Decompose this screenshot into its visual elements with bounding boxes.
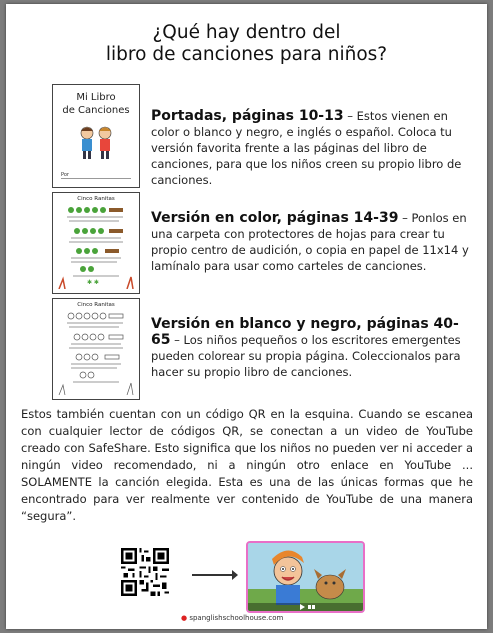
frogs-color-illustration — [57, 205, 135, 289]
section-color — [151, 210, 469, 274]
document-page — [6, 4, 487, 629]
cover-name-line — [61, 178, 131, 179]
color-version-thumbnail — [52, 192, 140, 294]
song-title: Cinco Ranitas — [77, 196, 115, 202]
footer-dot-icon: ● — [181, 614, 188, 622]
cover-name-label: Por — [61, 172, 69, 178]
cartoon-video-frame — [248, 543, 363, 611]
cover-thumbnail — [52, 84, 140, 188]
section-covers-body: – Estos vienen en color o blanco y negro, e inglés o español. Coloca tu versión favorita frente a las páginas del libro de canciones, para que los niños creen su propio libro de canciones. — [151, 109, 462, 187]
cover-title-line-2: de Canciones — [62, 105, 130, 116]
qr-code — [121, 548, 169, 596]
svg-text:✱ ✱: ✱ ✱ — [87, 279, 99, 286]
kids-singing-illustration — [75, 125, 117, 161]
footer-url: spanglishschoolhouse.com — [189, 614, 284, 622]
song-title-bw: Cinco Ranitas — [77, 302, 115, 308]
cover-title-line-1: Mi Libro — [76, 92, 116, 103]
section-bw-heading: Versión en blanco y negro, páginas 40-65 — [151, 316, 459, 348]
cover-title — [53, 91, 139, 117]
website-footer — [181, 614, 283, 622]
video-thumbnail[interactable] — [246, 541, 365, 613]
bw-version-thumbnail — [52, 298, 140, 400]
arrow-icon — [192, 574, 236, 576]
section-color-heading: Versión en color, páginas 14-39 — [151, 210, 399, 226]
qr-paragraph: Estos también cuentan con un código QR en la esquina. Cuando se escanea con cualquier lector de códigos QR, se conectan a un video de YouTube creado con SafeShare. Esto significa que los niños no pueden ver ni acceder a ningún video recomendado, ni a ningún otro enlace en YouTube ... SOLAMENTE la canción elegida. Esta es una de las únicas formas que he encontrado para ver realmente ver contenido de YouTube de una manera “segura”. — [21, 407, 473, 523]
section-bw — [151, 316, 469, 380]
page-title — [6, 22, 487, 66]
title-line-2: libro de canciones para niños? — [105, 44, 388, 65]
title-line-1: ¿Qué hay dentro del — [152, 22, 341, 43]
section-bw-body: – Los niños pequeños o los escritores emergentes pueden colorear su propia página. Coleccionalos para hacer su propio libro de canciones. — [151, 333, 461, 379]
section-covers-heading: Portadas, páginas 10-13 — [151, 108, 344, 124]
section-covers — [151, 108, 469, 188]
section-color-body: – Ponlos en una carpeta con protectores de hojas para crear tu propio centro de audición, o copia en papel de 11x14 y lamínalo para usar como carteles de canciones. — [151, 211, 469, 273]
frogs-bw-illustration — [57, 311, 135, 395]
